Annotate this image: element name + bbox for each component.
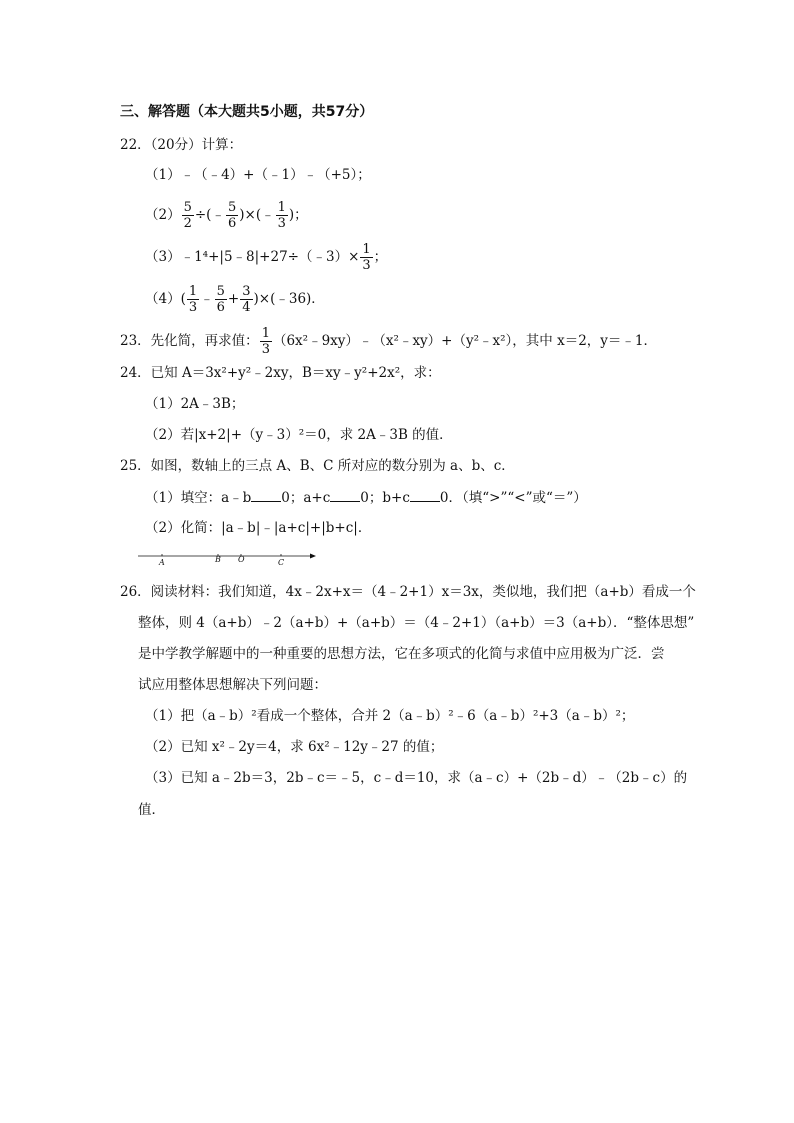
q22-part1: （1）﹣（﹣4）+（﹣1）﹣（+5）； (145, 167, 371, 183)
fraction: $\frac{1}{3}$ (188, 284, 198, 315)
q25-part2: （2）化简：|a﹣b|﹣|a+c|+|b+c|． (145, 520, 372, 536)
fraction: $\frac{5}{6}$ (227, 200, 237, 231)
q26-line4: 试应用整体思想解决下列问题： (138, 677, 327, 693)
label-o: O (238, 555, 245, 564)
section-title: 三、解答题（本大题共5小题，共57分） (120, 104, 374, 120)
answer-blank[interactable] (251, 487, 281, 502)
q24-head: 24．已知 A＝3x²+y²﹣2xy，B＝xy﹣y²+2x²，求： (120, 365, 441, 381)
number-line (138, 553, 318, 565)
q25-head: 25．如图，数轴上的三点 A、B、C 所对应的数分别为 a、b、c． (120, 458, 515, 474)
answer-blank[interactable] (330, 487, 360, 502)
q22-head: 22．（20分）计算： (120, 137, 243, 153)
q26-part3: （3）已知 a﹣2b＝3，2b﹣c＝﹣5，c﹣d＝10，求（a﹣c）+（2b﹣d）﹣（2b﹣c）的 (145, 770, 688, 786)
label-c: C (278, 558, 285, 567)
fraction: $\frac{5}{6}$ (216, 284, 225, 315)
label-b: B (215, 555, 221, 564)
answer-blank[interactable] (410, 487, 440, 502)
label-a: A (159, 558, 165, 567)
q26-part2: （2）已知 x²﹣2y＝4，求 6x²﹣12y﹣27 的值； (145, 739, 444, 755)
q23: 23．先化简，再求值： $\frac{1}{3}$ （6x²﹣9xy）﹣（x²﹣xy）+（y²﹣x²），其中 x＝2，y＝﹣1． (120, 326, 658, 357)
number-line-figure (138, 553, 318, 573)
q22-part2: （2） $\frac{5}{2}$ ÷(﹣ $\frac{5}{6}$ )×(﹣ $\frac{1}{3}$ )； (145, 200, 308, 231)
q26-part1: （1）把（a﹣b）²看成一个整体，合并 2（a﹣b）²﹣6（a﹣b）²+3（a﹣b）²； (145, 708, 635, 724)
q26-line1: 26．阅读材料：我们知道，4x﹣2x+x＝（4﹣2+1）x＝3x，类似地，我们把（a+b）看成一个 (120, 584, 696, 600)
q22-part4: （4）( $\frac{1}{3}$ ﹣ $\frac{5}{6}$ + $\frac{3}{4}$ )×(﹣36)． (145, 284, 325, 315)
q26-line2: 整体，则 4（a+b）﹣2（a+b）+（a+b）＝（4﹣2+1）（a+b）＝3（a+b）．“整体思想” (138, 615, 695, 631)
q24-part1: （1）2A﹣3B； (145, 396, 245, 412)
fraction: $\frac{5}{2}$ (183, 200, 192, 231)
q25-part1: （1）填空：a﹣b 0；a+c 0；b+c 0．（填“>”“<”或“＝”） (145, 487, 587, 508)
fraction: $\frac{3}{4}$ (242, 284, 251, 315)
q22-part3: （3）﹣1⁴+|5﹣8|+27÷（﹣3）× $\frac{1}{3}$ ； (145, 242, 388, 273)
q26-line3: 是中学教学解题中的一种重要的思想方法，它在多项式的化简与求值中应用极为广泛．尝 (138, 646, 665, 662)
q26-part3-cont: 值． (138, 802, 165, 818)
fraction: $\frac{1}{3}$ (362, 242, 371, 273)
fraction: $\frac{1}{3}$ (261, 326, 270, 357)
q24-part2: （2）若|x+2|+（y﹣3）²＝0，求 2A﹣3B 的值． (145, 427, 453, 443)
fraction: $\frac{1}{3}$ (277, 200, 286, 231)
